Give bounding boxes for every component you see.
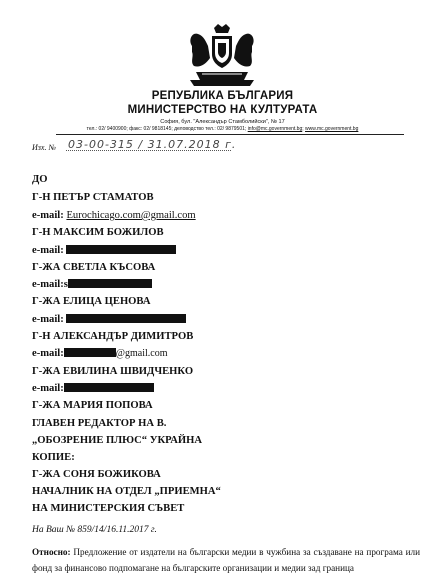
- header-divider: [56, 134, 404, 135]
- recipient-2-name: Г-Н МАКСИМ БОЖИЛОВ: [32, 227, 164, 238]
- redaction-bar: [64, 383, 154, 392]
- redaction-bar: [66, 314, 186, 323]
- recipient-7-name: Г-ЖА МАРИЯ ПОПОВА: [32, 400, 153, 411]
- copy-recipient-position: НАЧАЛНИК НА ОТДЕЛ „ПРИЕМНА“: [32, 486, 221, 497]
- registration-dotted-line: [66, 150, 231, 151]
- subject-label: Относно:: [32, 547, 71, 557]
- email-label: e-mail:: [32, 348, 64, 359]
- reference-number: На Ваш № 859/14/16.11.2017 г.: [32, 525, 157, 535]
- recipient-3-name: Г-ЖА СВЕТЛА КЪСОВА: [32, 262, 156, 273]
- recipient-2-email: [32, 245, 176, 256]
- ministry-address: София, бул. "Александър Стамболийски", № 17: [160, 119, 285, 125]
- redaction-bar: [64, 348, 116, 357]
- recipient-7-publication: „ОБОЗРЕНИЕ ПЛЮС“ УКРАЙНА: [32, 435, 203, 446]
- registration-number: [32, 140, 236, 153]
- registration-handwritten: 03-00-315 / 31.07.2018 г.: [68, 138, 237, 151]
- contacts-email-link[interactable]: info@mc.government.bg: [247, 126, 303, 132]
- contacts-phones: тел.: 02/ 9400900; факс: 02/ 9818145; деловодство тел.: 02/ 9879501;: [86, 126, 247, 132]
- recipient-1-email: [32, 210, 196, 221]
- redaction-bar: [66, 245, 176, 254]
- recipient-5-name: Г-Н АЛЕКСАНДЪР ДИМИТРОВ: [32, 331, 194, 342]
- recipient-5-email: [32, 348, 167, 359]
- copy-recipient-office: НА МИНИСТЕРСКИЯ СЪВЕТ: [32, 503, 185, 514]
- email-label: e-mail:: [32, 314, 64, 325]
- email-label: e-mail:: [32, 383, 64, 394]
- copies-label: КОПИЕ:: [32, 452, 75, 463]
- email-link[interactable]: Eurochicago.com@gmail.com: [66, 210, 196, 221]
- subject-paragraph: [32, 544, 420, 576]
- registration-label: Изх. №: [32, 143, 56, 152]
- ministry-contacts: тел.: 02/ 9400900; факс: 02/ 9818145; деловодство тел.: 02/ 9879501; info@mc.government.bg; www.mc.government.bg: [86, 126, 359, 132]
- coat-of-arms-icon: [186, 24, 258, 88]
- redaction-bar: [68, 279, 152, 288]
- recipient-4-name: Г-ЖА ЕЛИЦА ЦЕНОВА: [32, 296, 151, 307]
- subject-text: Предложение от издатели на български медии в чужбина за създаване на програма или фонд за финансово подпомагане на българските организации и медии зад граница: [32, 547, 421, 573]
- to-label: ДО: [32, 174, 48, 185]
- email-domain: @gmail.com: [115, 348, 168, 359]
- email-label: e-mail:: [32, 210, 64, 221]
- recipient-6-email: [32, 383, 154, 394]
- recipient-6-name: Г-ЖА ЕВИЛИНА ШВИДЧЕНКО: [32, 366, 194, 377]
- email-label: e-mail:s: [32, 279, 68, 290]
- ministry-title: МИНИСТЕРСТВО НА КУЛТУРАТА: [127, 104, 318, 116]
- copy-recipient-name: Г-ЖА СОНЯ БОЖИКОВА: [32, 469, 161, 480]
- country-title: РЕПУБЛИКА БЪЛГАРИЯ: [151, 90, 294, 102]
- recipient-1-name: Г-Н ПЕТЪР СТАМАТОВ: [32, 192, 154, 203]
- recipient-4-email: [32, 314, 186, 325]
- recipient-3-email: [32, 279, 152, 290]
- recipient-7-title: ГЛАВЕН РЕДАКТОР НА В.: [32, 418, 167, 429]
- email-label: e-mail:: [32, 245, 64, 256]
- contacts-website-link[interactable]: www.mc.government.bg: [305, 126, 359, 132]
